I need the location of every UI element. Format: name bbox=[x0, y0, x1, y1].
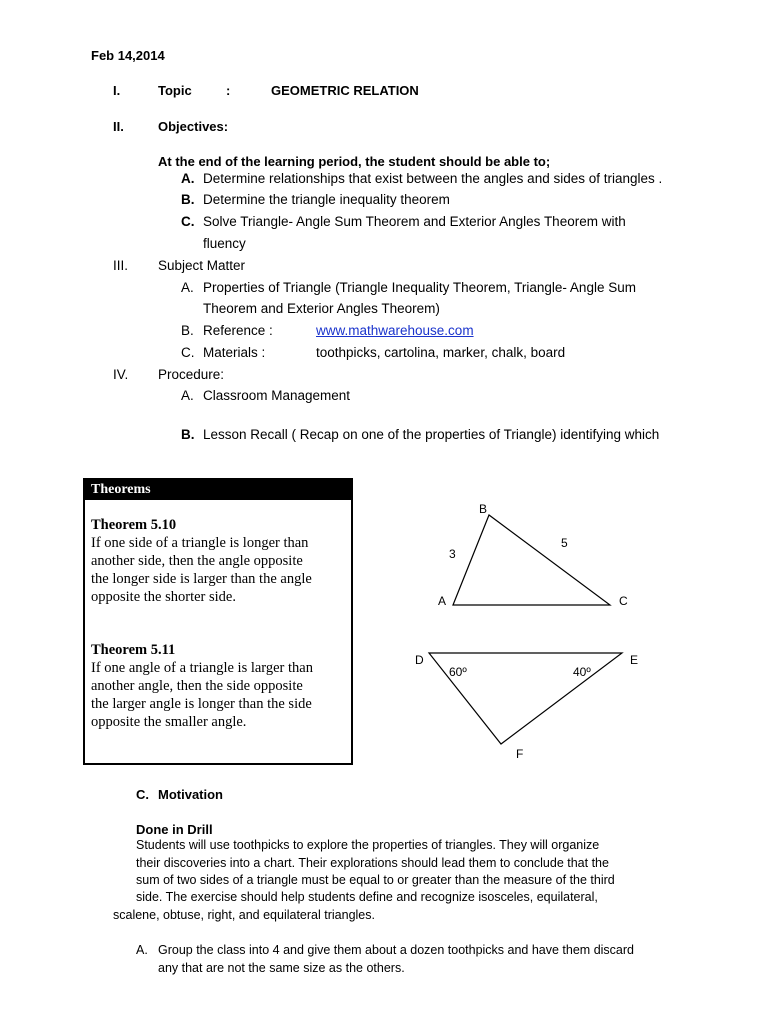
procedure-number: IV. bbox=[113, 367, 129, 382]
theorem-5-11-line: If one angle of a triangle is larger than bbox=[91, 660, 313, 676]
procedure-a-text: Classroom Management bbox=[203, 388, 351, 403]
theorem-5-11-line: another angle, then the side opposite bbox=[91, 678, 303, 694]
theorem-5-10-line: the longer side is larger than the angle bbox=[91, 571, 312, 587]
procedure-b-letter: B. bbox=[181, 427, 195, 442]
date: Feb 14,2014 bbox=[91, 48, 165, 63]
objective-c-text: Solve Triangle- Angle Sum Theorem and Exterior Angles Theorem with bbox=[203, 214, 626, 229]
vertex-b-label: B bbox=[479, 502, 488, 516]
motivation-a-line2: any that are not the same size as the others. bbox=[158, 961, 405, 975]
angle-d-label: 60º bbox=[449, 665, 467, 679]
theorem-5-10-line: another side, then the angle opposite bbox=[91, 553, 303, 569]
objectives-number: II. bbox=[113, 119, 124, 134]
materials-value: toothpicks, cartolina, marker, chalk, board bbox=[316, 345, 566, 360]
vertex-f-label: F bbox=[516, 747, 524, 761]
topic-label: Topic bbox=[158, 83, 192, 98]
procedure-label: Procedure: bbox=[158, 367, 225, 382]
drill-paragraph-line: scalene, obtuse, right, and equilateral triangles. bbox=[113, 908, 375, 922]
theorems-box bbox=[83, 478, 353, 765]
reference-link[interactable]: www.mathwarehouse.com bbox=[316, 323, 474, 338]
motivation-a-letter: A. bbox=[136, 943, 148, 957]
objective-a-text: Determine relationships that exist between the angles and sides of triangles . bbox=[203, 171, 663, 186]
objective-b-text: Determine the triangle inequality theorem bbox=[203, 192, 450, 207]
subject-a-line2: Theorem and Exterior Angles Theorem) bbox=[203, 301, 440, 316]
triangle-abc bbox=[453, 515, 610, 605]
theorem-5-10-line: If one side of a triangle is longer than bbox=[91, 535, 309, 551]
subject-matter-label: Subject Matter bbox=[158, 258, 246, 273]
side-bc-length: 5 bbox=[561, 536, 568, 550]
subject-matter-number: III. bbox=[113, 258, 129, 273]
theorem-5-10-line: opposite the shorter side. bbox=[91, 589, 236, 605]
objectives-intro: At the end of the learning period, the student should be able to; bbox=[158, 154, 551, 169]
vertex-e-label: E bbox=[630, 653, 639, 667]
topic-colon: : bbox=[226, 83, 231, 98]
drill-paragraph-line: sum of two sides of a triangle must be equal to or greater than the measure of the third bbox=[136, 873, 615, 887]
theorems-header: Theorems bbox=[85, 480, 351, 500]
angle-e-label: 40º bbox=[573, 665, 591, 679]
subject-c-letter: C. bbox=[181, 345, 195, 360]
objective-b-letter: B. bbox=[181, 192, 195, 207]
materials-label: Materials : bbox=[203, 345, 266, 360]
procedure-a-letter: A. bbox=[181, 388, 194, 403]
subject-a-line1: Properties of Triangle (Triangle Inequality Theorem, Triangle- Angle Sum bbox=[203, 280, 636, 295]
objective-a-letter: A. bbox=[181, 171, 195, 186]
theorem-5-11-line: opposite the smaller angle. bbox=[91, 714, 247, 730]
drill-paragraph-line: their discoveries into a chart. Their explorations should lead them to conclude that the bbox=[136, 856, 609, 870]
topic-number: I. bbox=[113, 83, 121, 98]
subject-a-letter: A. bbox=[181, 280, 194, 295]
objective-c-letter: C. bbox=[181, 214, 195, 229]
drill-paragraph-line: side. The exercise should help students define and recognize isosceles, equilateral, bbox=[136, 890, 598, 904]
theorem-5-11-title: Theorem 5.11 bbox=[91, 642, 176, 658]
motivation-letter: C. bbox=[136, 787, 149, 802]
side-ab-length: 3 bbox=[449, 547, 456, 561]
vertex-c-label: C bbox=[619, 594, 628, 608]
objective-c-text-cont: fluency bbox=[203, 236, 246, 251]
vertex-a-label: A bbox=[438, 594, 447, 608]
theorem-5-10-title: Theorem 5.10 bbox=[91, 517, 177, 533]
motivation-label: Motivation bbox=[158, 787, 223, 802]
drill-title: Done in Drill bbox=[136, 822, 213, 837]
drill-paragraph-line: Students will use toothpicks to explore the properties of triangles. They will organize bbox=[136, 838, 600, 852]
procedure-b-text: Lesson Recall ( Recap on one of the properties of Triangle) identifying which bbox=[203, 427, 660, 442]
theorem-5-11-line: the larger angle is longer than the side bbox=[91, 696, 312, 712]
subject-b-letter: B. bbox=[181, 323, 194, 338]
reference-label: Reference : bbox=[203, 323, 273, 338]
objectives-label: Objectives: bbox=[158, 119, 229, 134]
motivation-a-line1: Group the class into 4 and give them about a dozen toothpicks and have them discard bbox=[158, 943, 634, 957]
triangle-diagrams bbox=[400, 495, 660, 770]
topic-value: GEOMETRIC RELATION bbox=[271, 83, 419, 98]
vertex-d-label: D bbox=[415, 653, 424, 667]
